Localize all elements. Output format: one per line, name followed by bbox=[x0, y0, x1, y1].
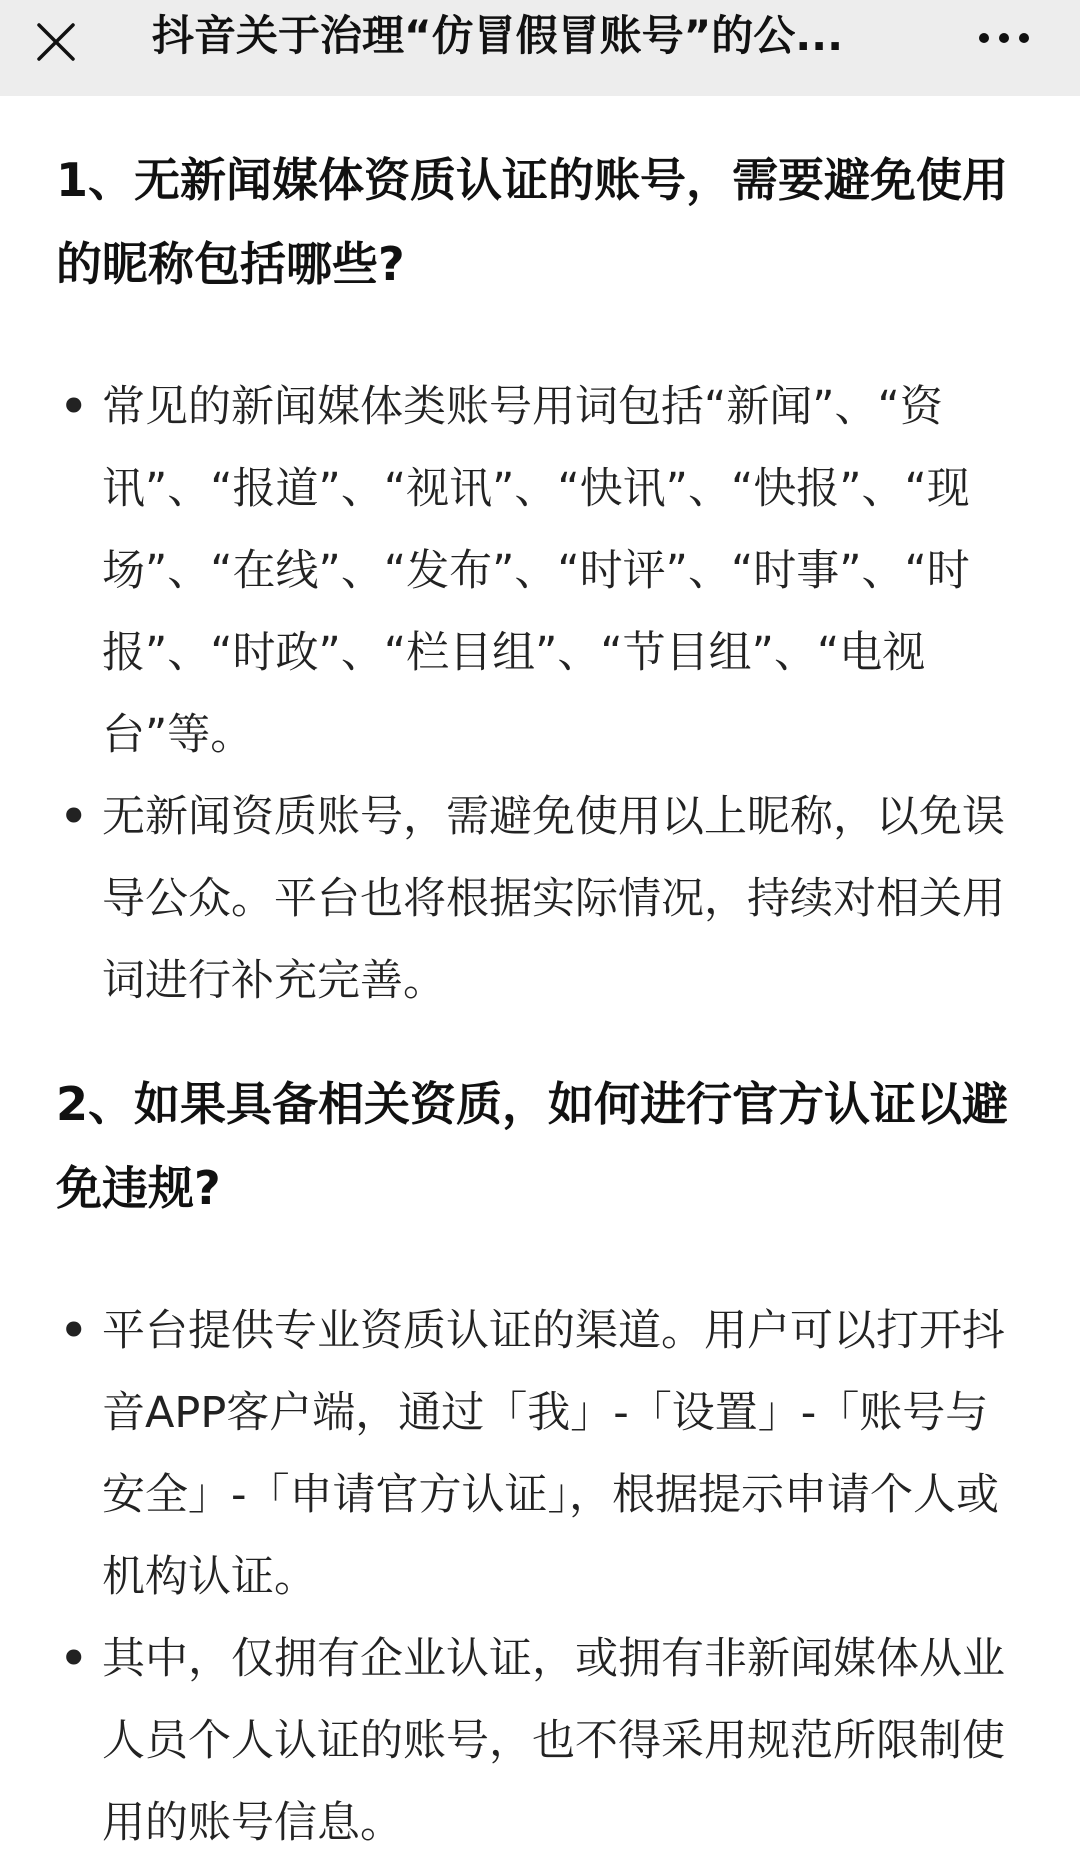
section-2-bullets bbox=[56, 1290, 1026, 1864]
more-icon bbox=[1019, 33, 1029, 43]
bullet-text: 常见的新闻媒体类账号用词包括“新闻”、“资讯”、“报道”、“视讯”、“快讯”、“快报”、“现场”、“在线”、“发布”、“时评”、“时事”、“时报”、“时政”、“栏目组”、“节目组”、“电视台”等。 bbox=[102, 382, 970, 760]
bullet-item bbox=[56, 366, 1026, 776]
bullet-marker: • bbox=[60, 792, 88, 842]
bullet-item bbox=[56, 1618, 1026, 1864]
bullet-item bbox=[56, 1290, 1026, 1618]
section-heading-2: 2、如果具备相关资质，如何进行官方认证以避免违规? bbox=[56, 1077, 1009, 1215]
bullet-marker: • bbox=[60, 382, 88, 432]
more-icon bbox=[999, 33, 1009, 43]
article-content bbox=[56, 96, 1026, 1864]
more-icon bbox=[979, 33, 989, 43]
section-1-bullets bbox=[56, 366, 1026, 1022]
bullet-text: 无新闻资质账号，需避免使用以上昵称，以免误导公众。平台也将根据实际情况，持续对相关用词进行补充完善。 bbox=[102, 792, 1005, 1006]
more-button[interactable] bbox=[966, 10, 1042, 66]
bullet-marker: • bbox=[60, 1634, 88, 1684]
close-button[interactable] bbox=[24, 10, 88, 74]
page-title: 抖音关于治理“仿冒假冒账号”的公... bbox=[152, 11, 844, 60]
bullet-marker: • bbox=[60, 1306, 88, 1356]
bullet-text: 平台提供专业资质认证的渠道。用户可以打开抖音APP客户端，通过「我」-「设置」-「账号与安全」-「申请官方认证」，根据提示申请个人或机构认证。 bbox=[102, 1306, 1005, 1602]
section-heading-1: 1、无新闻媒体资质认证的账号，需要避免使用的昵称包括哪些? bbox=[56, 153, 1009, 291]
bullet-item bbox=[56, 776, 1026, 1022]
close-icon bbox=[36, 22, 76, 62]
bullet-text: 其中，仅拥有企业认证，或拥有非新闻媒体从业人员个人认证的账号，也不得采用规范所限制使用的账号信息。 bbox=[102, 1634, 1005, 1848]
top-bar bbox=[0, 0, 1080, 96]
